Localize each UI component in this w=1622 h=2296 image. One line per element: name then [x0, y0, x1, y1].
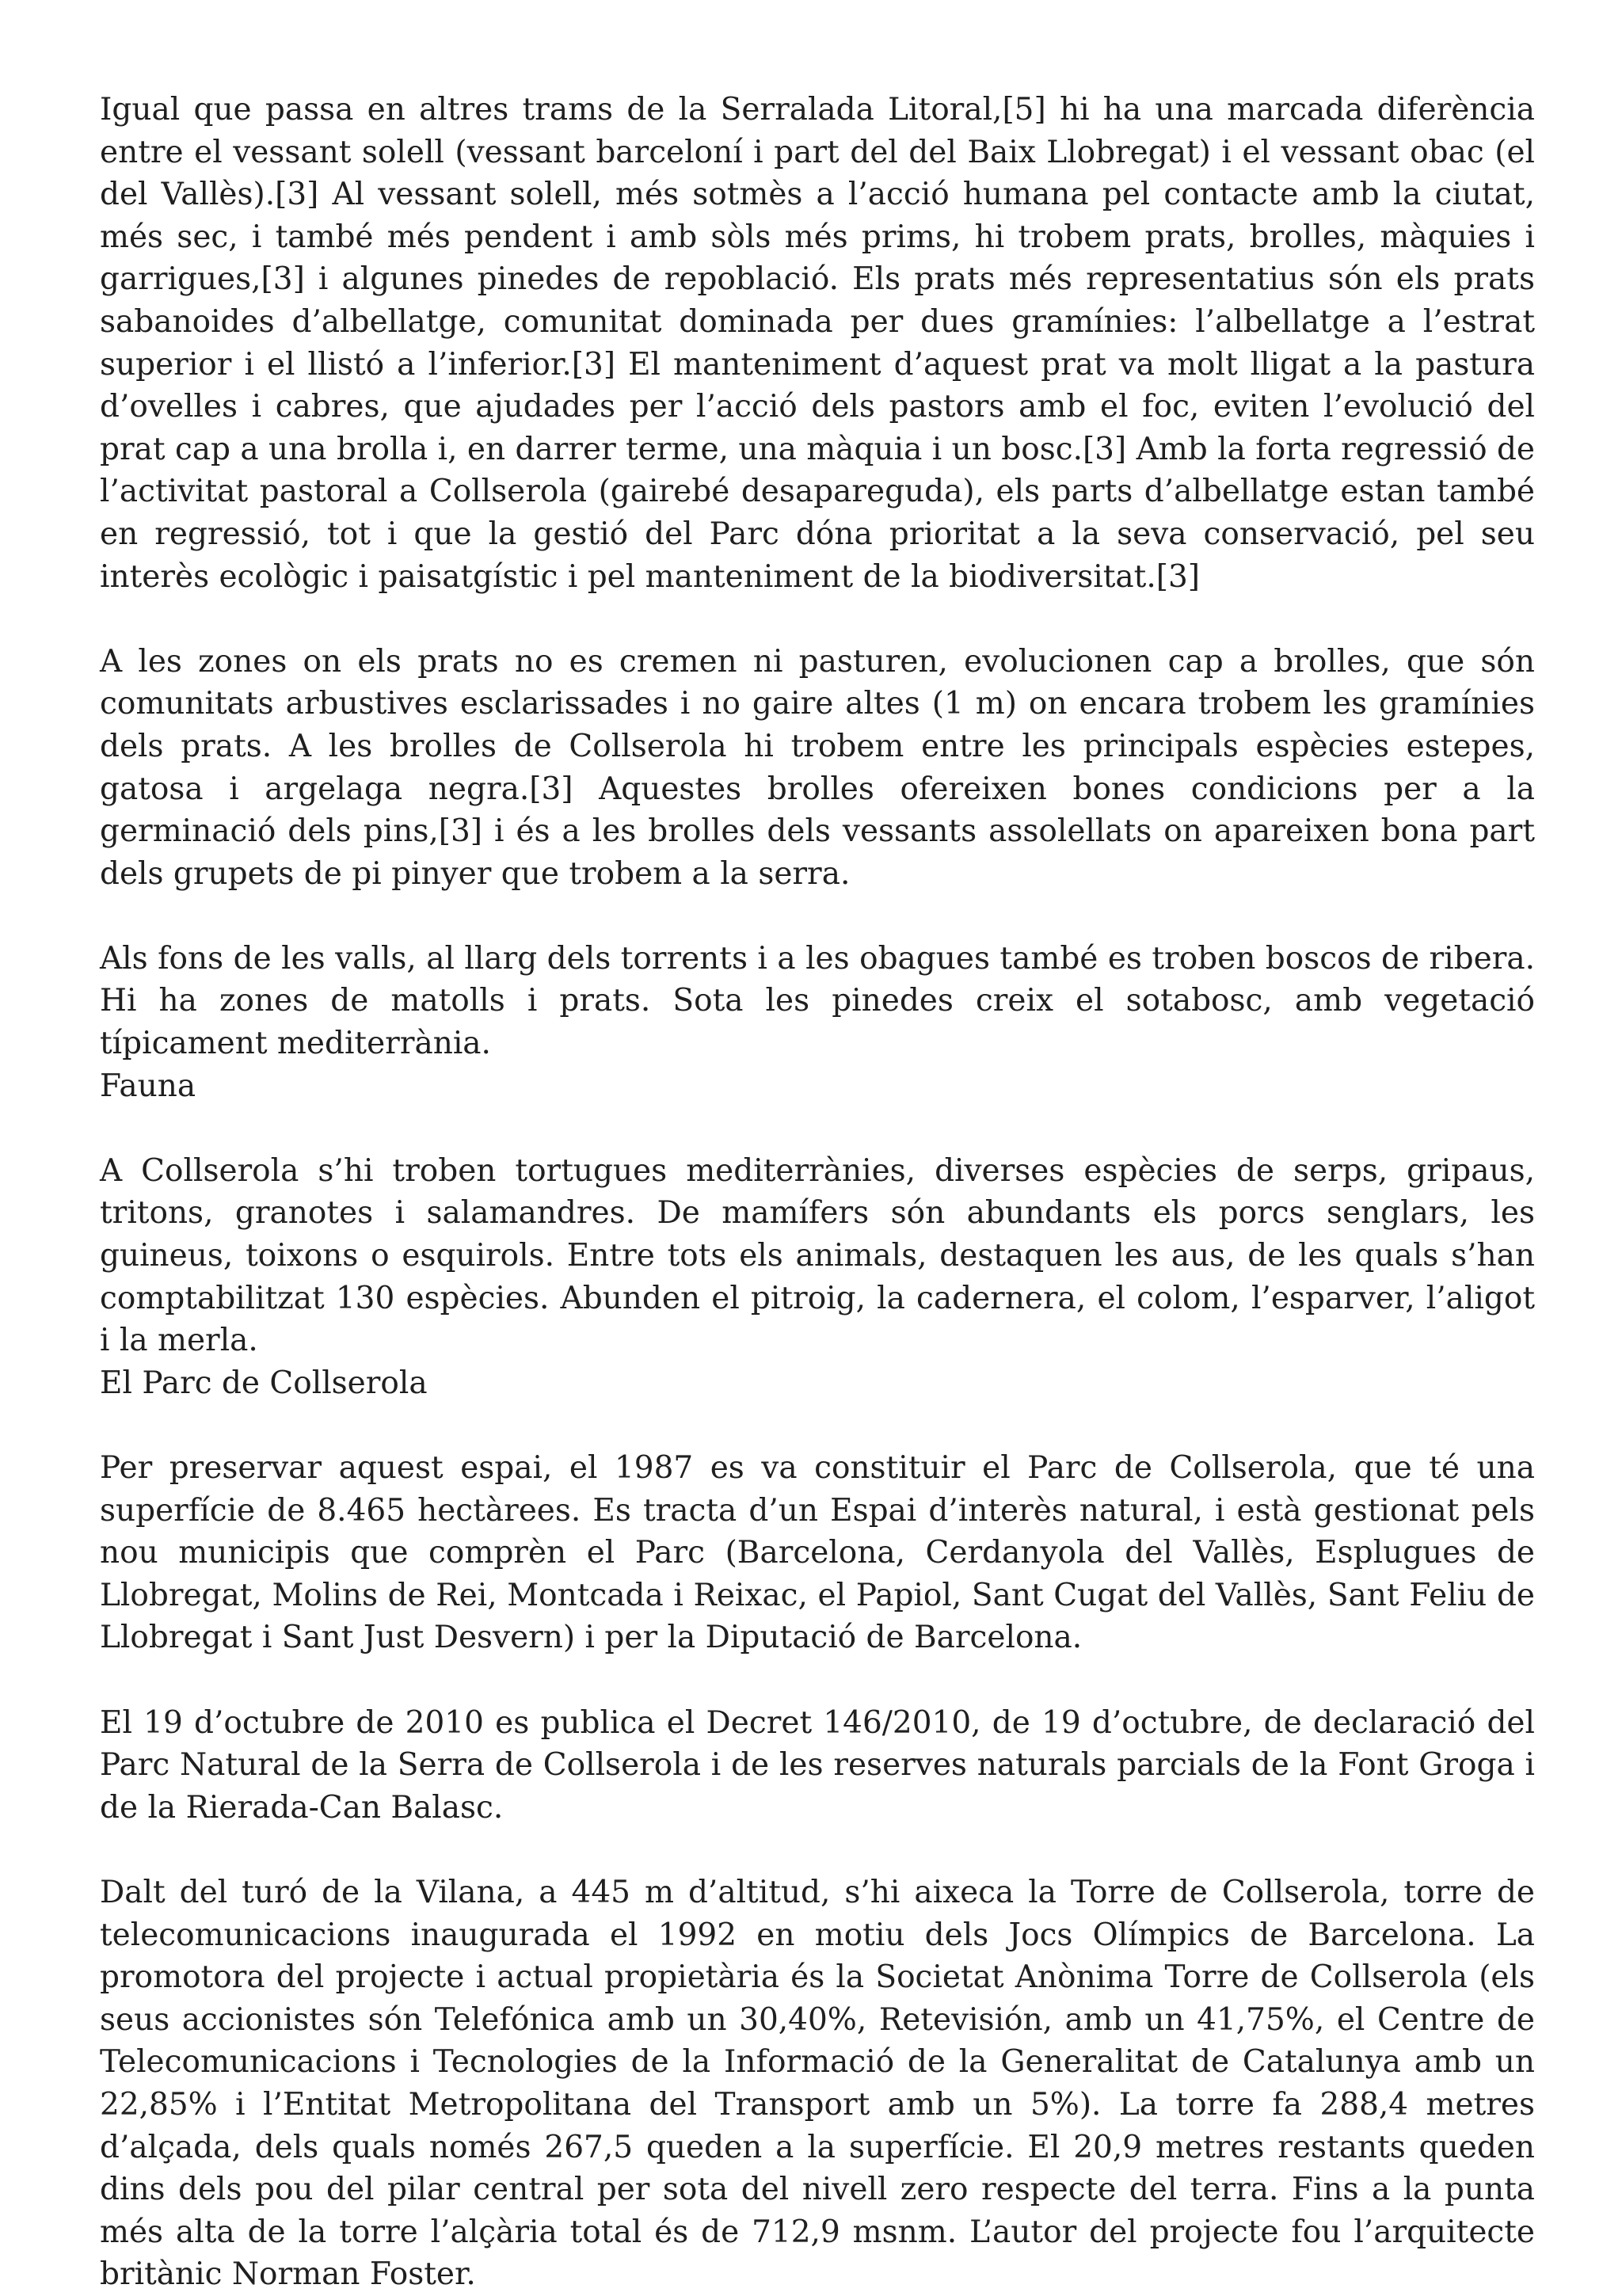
paragraph-gap: [100, 1829, 1535, 1871]
paragraph-gap: [100, 1404, 1535, 1447]
paragraph-parc-decret: El 19 d’octubre de 2010 es publica el Decret 146/2010, de 19 d’octubre, de declaració del Parc Natural de la Serra de Collserola i de les reserves naturals parcials de la Font Groga i de la Rierada-Can Balasc.: [100, 1704, 1535, 1826]
paragraph-gap: [100, 895, 1535, 938]
paragraph-vegetation-solell: Igual que passa en altres trams de la Serralada Litoral,[5] hi ha una marcada diferència entre el vessant solell (vessant barceloní i part del del Baix Llobregat) i el vessant obac (el del Vallès).[3] Al vessant solell, més sotmès a l’acció humana pel contacte amb la ciutat, més sec, i també més pendent i amb sòls més prims, hi trobem prats, brolles, màquies i garrigues,[3] i algunes pinedes de repoblació. Els prats més representatius són els prats sabanoides d’albellatge, comunitat dominada per dues gramínies: l’albellatge a l’estrat superior i el llistó a l’inferior.[3] El manteniment d’aquest prat va molt lligat a la pastura d’ovelles i cabres, que ajudades per l’acció dels pastors amb el foc, eviten l’evolució del prat cap a una brolla i, en darrer terme, una màquia i un bosc.[3] Amb la forta regressió de l’activitat pastoral a Collserola (gairebé desapareguda), els parts d’albellatge estan també en regressió, tot i que la gestió del Parc dóna prioritat a la seva conservació, pel seu interès ecològic i paisatgístic i pel manteniment de la biodiversitat.[3]: [100, 92, 1535, 595]
paragraph-gap: [100, 1107, 1535, 1150]
section-heading-parc: El Parc de Collserola: [100, 1365, 428, 1401]
paragraph-gap: [100, 1659, 1535, 1702]
section-heading-fauna: Fauna: [100, 1068, 196, 1104]
paragraph-vegetation-valls: Als fons de les valls, al llarg dels torrents i a les obagues també es troben boscos de ribera. Hi ha zones de matolls i prats. Sota les pinedes creix el sotabosc, amb vegetació típicament mediterrània.: [100, 940, 1535, 1062]
paragraph-vegetation-brolles: A les zones on els prats no es cremen ni pasturen, evolucionen cap a brolles, que són comunitats arbustives esclarissades i no gaire altes (1 m) on encara trobem les gramínies dels prats. A les brolles de Collserola hi trobem entre les principals espècies estepes, gatosa i argelaga negra.[3] Aquestes brolles ofereixen bones condicions per a la germinació dels pins,[3] i és a les brolles dels vessants assolellats on apareixen bona part dels grupets de pi pinyer que trobem a la serra.: [100, 643, 1535, 892]
paragraph-torre-collserola: Dalt del turó de la Vilana, a 445 m d’altitud, s’hi aixeca la Torre de Collserola, torre de telecomunicacions inaugurada el 1992 en motiu dels Jocs Olímpics de Barcelona. La promotora del projecte i actual propietària és la Societat Anònima Torre de Collserola (els seus accionistes són Telefónica amb un 30,40%, Retevisión, amb un 41,75%, el Centre de Telecomunicacions i Tecnologies de la Informació de la Generalitat de Catalunya amb un 22,85% i l’Entitat Metropolitana del Transport amb un 5%). La torre fa 288,4 metres d’alçada, dels quals només 267,5 queden a la superfície. El 20,9 metres restants queden dins dels pou del pilar central per sota del nivell zero respecte del terra. Fins a la punta més alta de la torre l’alçària total és de 712,9 msnm. L’autor del projecte fou l’arquitecte britànic Norman Foster.: [100, 1874, 1535, 2293]
paragraph-fauna: A Collserola s’hi troben tortugues mediterrànies, diverses espècies de serps, gripaus, tritons, granotes i salamandres. De mamífers són abundants els porcs senglars, les guineus, toixons o esquirols. Entre tots els animals, destaquen les aus, de les quals s’han comptabilitzat 130 espècies. Abunden el pitroig, la cadernera, el colom, l’esparver, l’aligot i la merla.: [100, 1152, 1535, 1359]
paragraph-parc-constitucio: Per preservar aquest espai, el 1987 es va constituir el Parc de Collserola, que té una superfície de 8.465 hectàrees. Es tracta d’un Espai d’interès natural, i està gestionat pels nou municipis que comprèn el Parc (Barcelona, Cerdanyola del Vallès, Esplugues de Llobregat, Molins de Rei, Montcada i Reixac, el Papiol, Sant Cugat del Vallès, Sant Feliu de Llobregat i Sant Just Desvern) i per la Diputació de Barcelona.: [100, 1450, 1535, 1656]
paragraph-gap: [100, 598, 1535, 641]
document-page: [100, 89, 1535, 2296]
